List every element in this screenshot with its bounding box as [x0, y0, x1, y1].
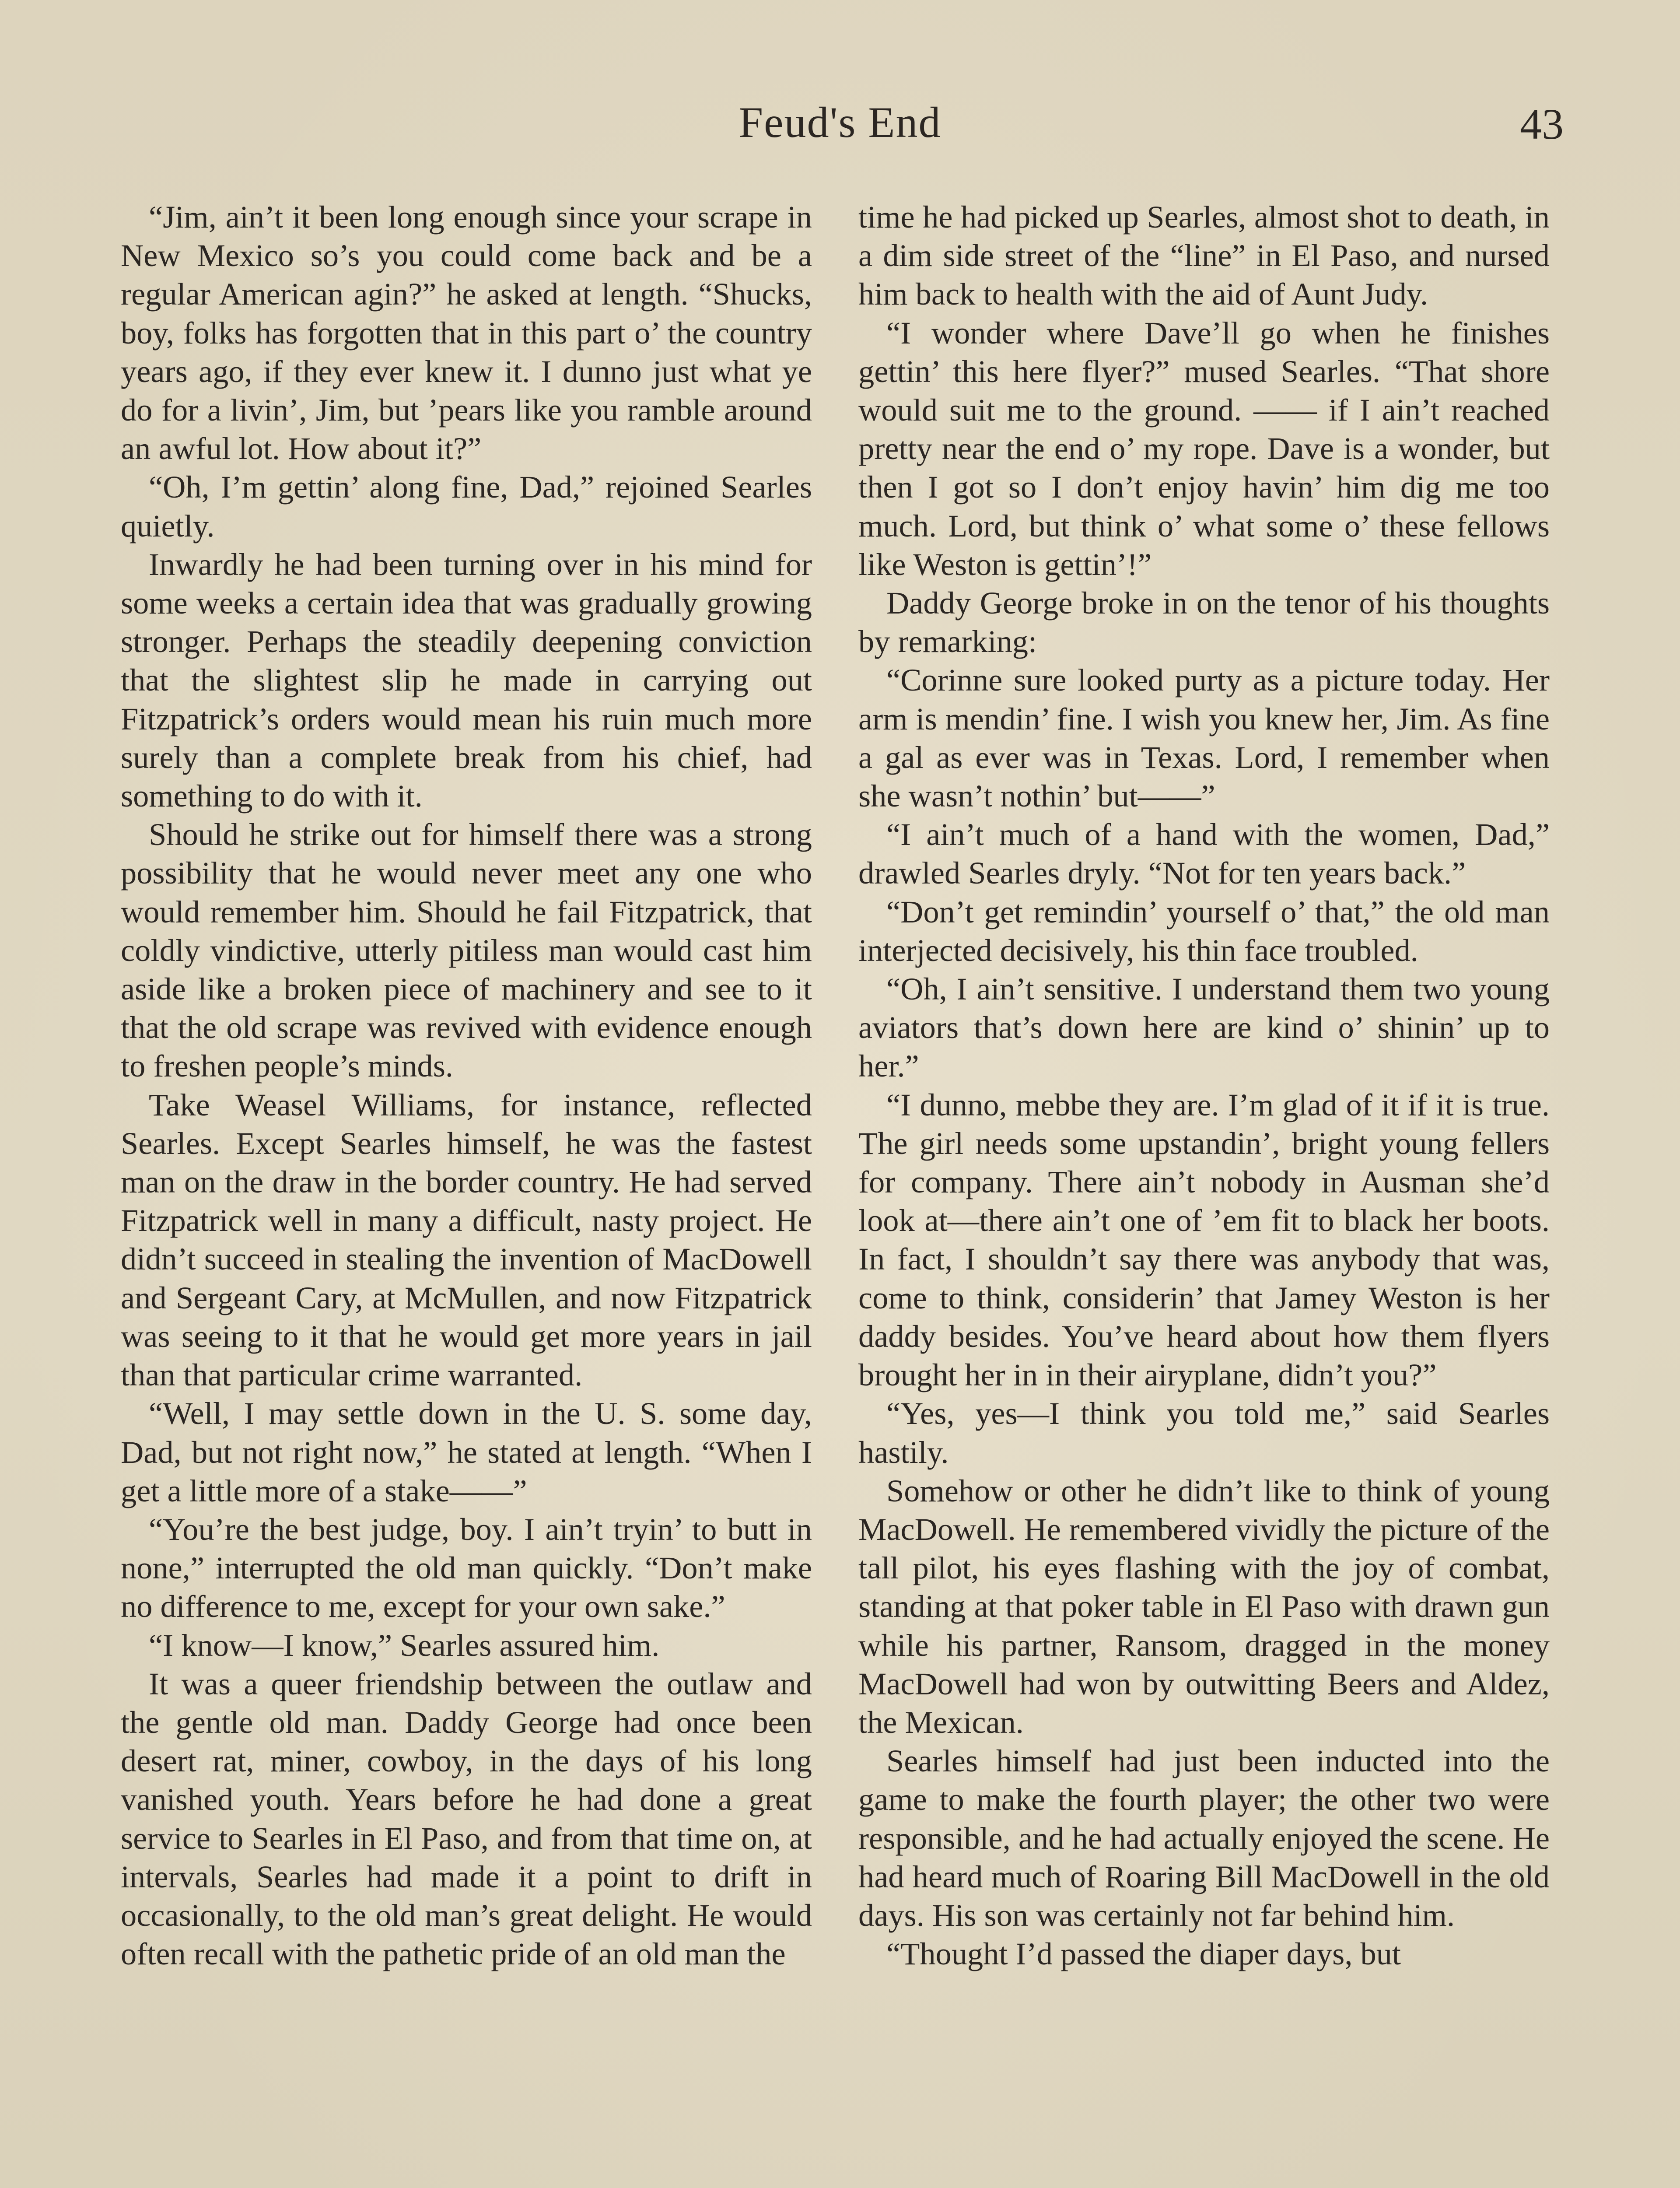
paragraph: It was a queer friendship between the outlaw and the gentle old man. Daddy George had once been desert rat, miner, cowboy, in the days of his long vanished youth. Years before he had done a great service to Searles in El Paso, and from that time on, at intervals, Searles had made it a point to drift in occasionally, to the old man’s great delight. He would often recall with the pathetic pride of an old man the: [121, 1666, 812, 1972]
running-head-title: Feud's End: [738, 98, 942, 147]
paragraph: “Thought I’d passed the diaper days, but: [886, 1936, 1401, 1972]
paragraph: “Corinne sure looked purty as a picture today. Her arm is mendin’ fine. I wish you knew her, Jim. As fine a gal as ever was in Texas. Lord, I remember when she wasn’t nothin’ but——”: [858, 662, 1550, 814]
page-number: 43: [1520, 100, 1564, 148]
paragraph: “You’re the best judge, boy. I ain’t tryin’ to butt in none,” interrupted the old man quickly. “Don’t make no difference to me, except for your own sake.”: [121, 1511, 812, 1624]
paragraph: “I ain’t much of a hand with the women, Dad,” drawled Searles dryly. “Not for ten years back.”: [858, 817, 1550, 891]
paragraph: Take Weasel Williams, for instance, reflected Searles. Except Searles himself, he was the fastest man on the draw in the border country. He had served Fitzpatrick well in many a difficult, nasty project. He didn’t succeed in stealing the invention of MacDowell and Sergeant Cary, at McMullen, and now Fitzpatrick was seeing to it that he would get more years in jail than that particular crime warranted.: [121, 1087, 812, 1393]
paragraph: “Don’t get remindin’ yourself o’ that,” the old man interjected decisively, his thin face troubled.: [858, 894, 1550, 968]
paragraph: “Jim, ain’t it been long enough since your scrape in New Mexico so’s you could come back and be a regular American agin?” he asked at length. “Shucks, boy, folks has forgotten that in this part o’ the country years ago, if they ever knew it. I dunno just what ye do for a livin’, Jim, but ’pears like you ramble around an awful lot. How about it?”: [121, 199, 812, 466]
paragraph: “Yes, yes—I think you told me,” said Searles hastily.: [858, 1396, 1550, 1470]
paragraph-continuation: time he had picked up Searles, almost shot to death, in a dim side street of the “line” in El Paso, and nursed him back to health with the aid of Aunt Judy.: [858, 199, 1550, 312]
paragraph: “Oh, I ain’t sensitive. I understand them two young aviators that’s down here are kind o’ shinin’ up to her.”: [858, 971, 1550, 1084]
paragraph: “I dunno, mebbe they are. I’m glad of it if it is true. The girl needs some upstandin’, bright young fellers for company. There ain’t nobody in Ausman she’d look at—there ain’t one of ’em fit to black her boots. In fact, I shouldn’t say there was anybody that was, come to think, considerin’ that Jamey Weston is her daddy besides. You’ve heard about how them flyers brought her in in their airyplane, didn’t you?”: [858, 1087, 1550, 1393]
paragraph: Somehow or other he didn’t like to think of young MacDowell. He remembered vividly the picture of the tall pilot, his eyes flashing with the joy of combat, standing at that poker table in El Paso with drawn gun while his partner, Ransom, dragged in the money MacDowell had won by outwitting Beers and Aldez, the Mexican.: [858, 1473, 1550, 1740]
right-column: [858, 198, 1550, 1973]
left-column: [121, 198, 812, 1973]
paragraph: Daddy George broke in on the tenor of his thoughts by remarking:: [858, 585, 1550, 659]
paragraph: Searles himself had just been inducted into the game to make the fourth player; the other two were responsible, and he had actually enjoyed the scene. He had heard much of Roaring Bill MacDowell in the old days. His son was certainly not far behind him.: [858, 1743, 1550, 1933]
paragraph: “Well, I may settle down in the U. S. some day, Dad, but not right now,” he stated at length. “When I get a little more of a stake——”: [121, 1396, 812, 1508]
paragraph: Inwardly he had been turning over in his mind for some weeks a certain idea that was gradually growing stronger. Perhaps the steadily deepening conviction that the slightest slip he made in carrying out Fitzpatrick’s orders would mean his ruin much more surely than a complete break from his chief, had something to do with it.: [121, 546, 812, 814]
paragraph: “I know—I know,” Searles assured him.: [149, 1627, 660, 1663]
paragraph: “I wonder where Dave’ll go when he finishes gettin’ this here flyer?” mused Searles. “That shore would suit me to the ground. —— if I ain’t reached pretty near the end o’ my rope. Dave is a wonder, but then I got so I don’t enjoy havin’ him dig me too much. Lord, but think o’ what some o’ these fellows like Weston is gettin’!”: [858, 315, 1550, 582]
paragraph: “Oh, I’m gettin’ along fine, Dad,” rejoined Searles quietly.: [121, 469, 812, 543]
paragraph: Should he strike out for himself there was a strong possibility that he would never meet any one who would remember him. Should he fail Fitzpatrick, that coldly vindictive, utterly pitiless man would cast him aside like a broken piece of machinery and see to it that the old scrape was revived with evidence enough to freshen people’s minds.: [121, 817, 812, 1084]
